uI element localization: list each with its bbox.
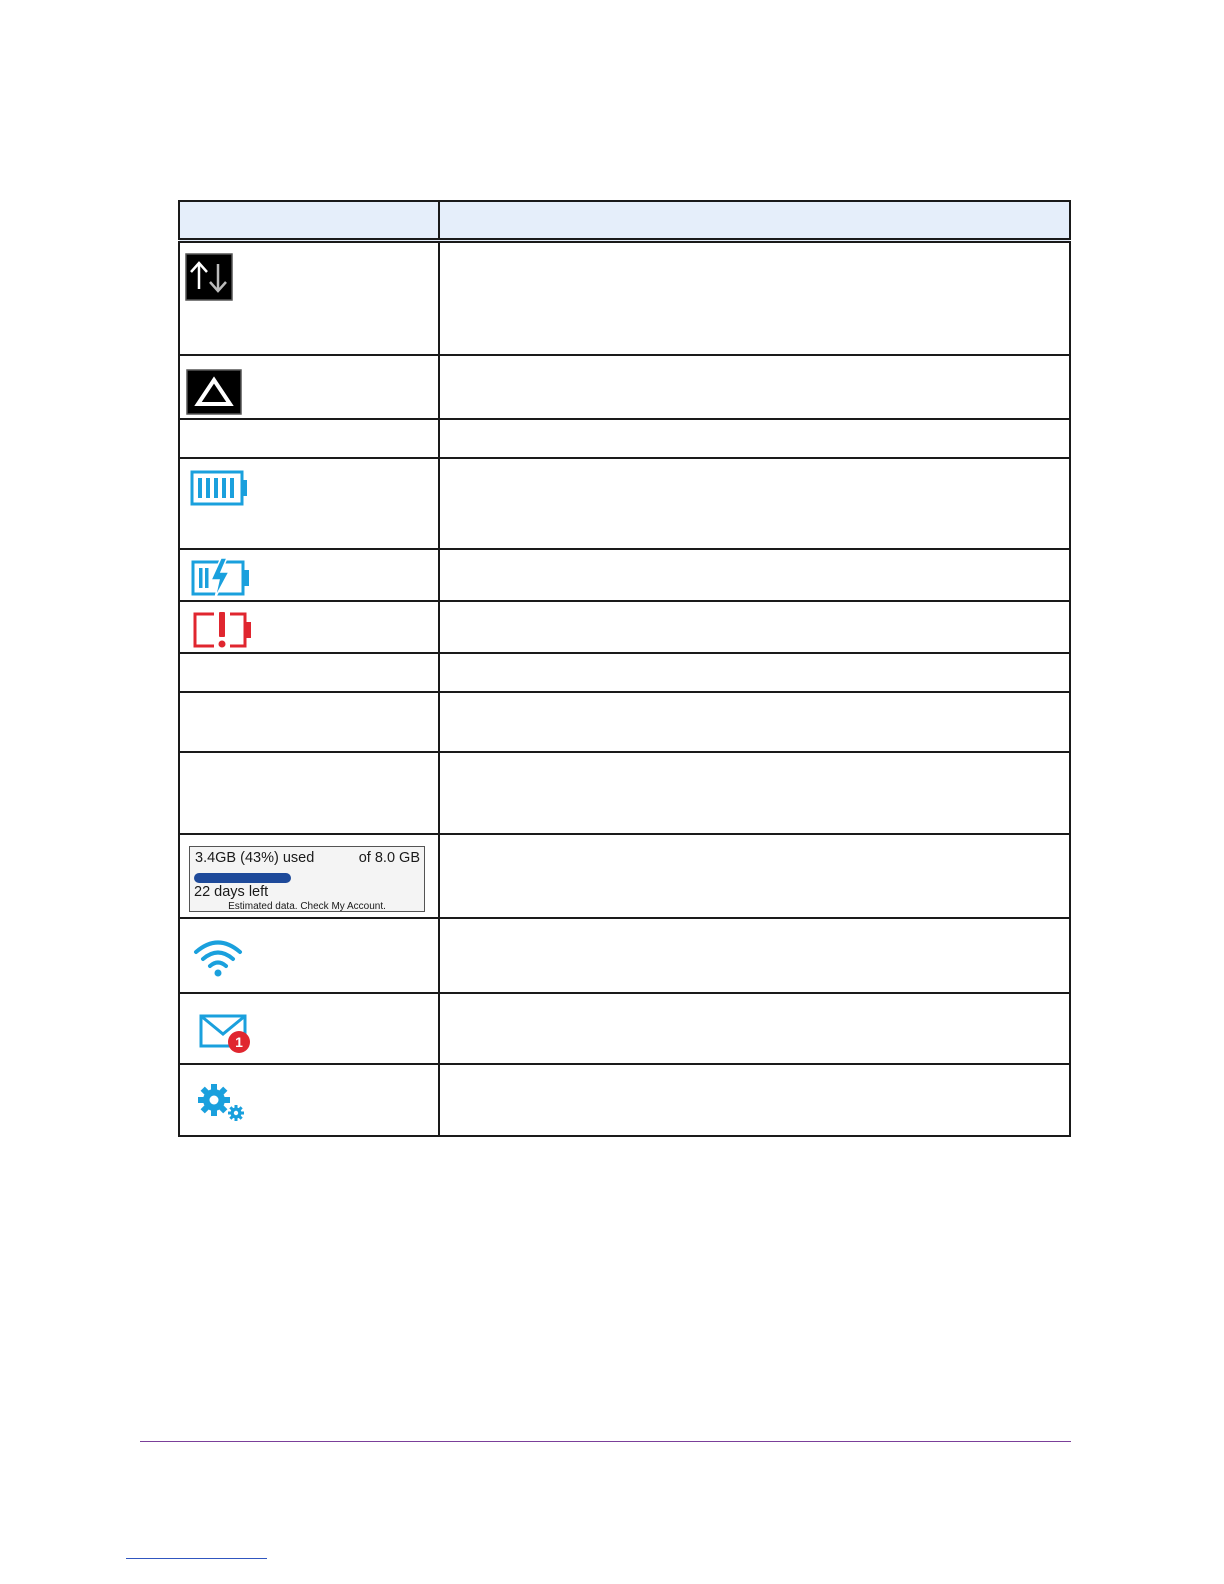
table-row <box>179 419 1070 458</box>
header-icon-column <box>179 201 439 241</box>
table-row <box>179 601 1070 653</box>
status-icons-table <box>178 200 1071 1137</box>
usage-progress-fill <box>194 873 291 883</box>
data-usage-meter <box>189 846 425 912</box>
description-cell <box>439 458 1070 549</box>
description-cell <box>439 241 1070 356</box>
description-cell <box>439 1064 1070 1136</box>
battery-critical-icon <box>193 610 255 650</box>
usage-note: Estimated data. Check My Account. <box>228 901 386 912</box>
table-row <box>179 355 1070 419</box>
icon-cell <box>179 993 439 1064</box>
icon-cell <box>179 601 439 653</box>
usage-days-left: 22 days left <box>194 884 269 900</box>
usage-used-label: 3.4GB (43%) used <box>195 850 315 866</box>
icon-cell <box>179 1064 439 1136</box>
description-cell <box>439 834 1070 918</box>
description-cell <box>439 601 1070 653</box>
footer-link-underline <box>126 1558 267 1559</box>
description-cell <box>439 549 1070 601</box>
table-row <box>179 653 1070 692</box>
table-row <box>179 752 1070 834</box>
table-header-row <box>179 201 1070 241</box>
icon-cell <box>179 355 439 419</box>
battery-full-icon <box>190 469 250 507</box>
footer-divider <box>140 1441 1071 1442</box>
icon-cell <box>179 653 439 692</box>
table-row <box>179 458 1070 549</box>
description-cell <box>439 752 1070 834</box>
settings-gears-icon <box>196 1082 252 1124</box>
message-count-badge: 1 <box>235 1034 243 1050</box>
usage-progress-track <box>194 873 420 883</box>
description-cell <box>439 419 1070 458</box>
icon-cell <box>179 549 439 601</box>
description-cell <box>439 355 1070 419</box>
table-row <box>179 549 1070 601</box>
icon-cell <box>179 752 439 834</box>
icon-cell <box>179 241 439 356</box>
battery-charging-icon <box>191 558 253 598</box>
description-cell <box>439 692 1070 752</box>
table-row <box>179 918 1070 993</box>
icon-cell <box>179 458 439 549</box>
table-row <box>179 692 1070 752</box>
usage-total-label: of 8.0 GB <box>358 850 420 866</box>
header-description-column <box>439 201 1070 241</box>
roaming-triangle-icon <box>186 369 242 415</box>
icon-cell <box>179 419 439 458</box>
table-row <box>179 993 1070 1064</box>
icon-cell <box>179 692 439 752</box>
description-cell <box>439 653 1070 692</box>
table-row <box>179 834 1070 918</box>
data-transfer-arrows-icon <box>185 253 233 301</box>
icon-cell <box>179 834 439 918</box>
wifi-icon <box>192 937 244 977</box>
table-row <box>179 241 1070 356</box>
message-envelope-icon <box>198 1012 256 1054</box>
description-cell <box>439 918 1070 993</box>
description-cell <box>439 993 1070 1064</box>
icon-cell <box>179 918 439 993</box>
table-row <box>179 1064 1070 1136</box>
